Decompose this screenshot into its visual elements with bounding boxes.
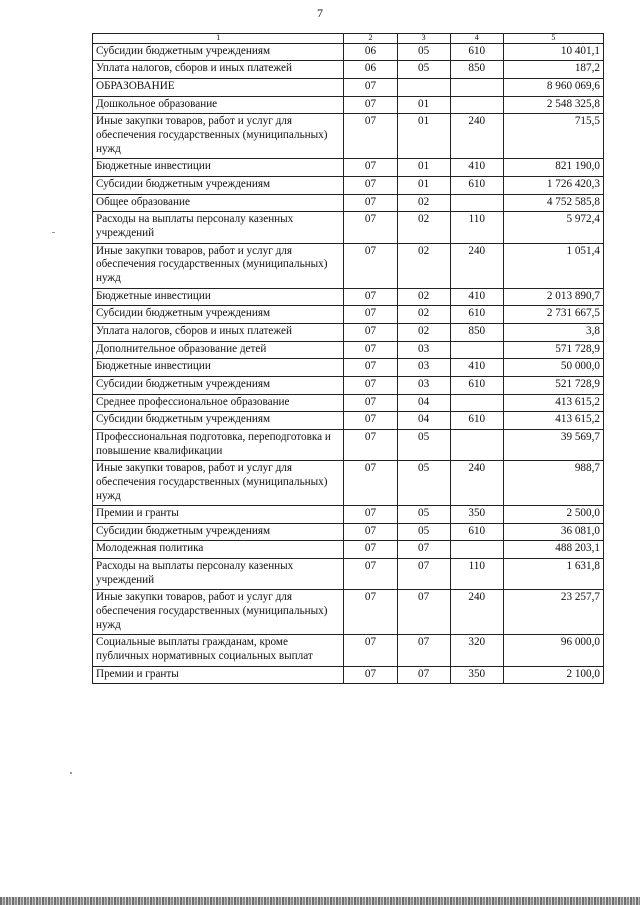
table-row xyxy=(93,541,604,559)
amount: 3,8 xyxy=(503,323,603,341)
expense-type-code: 350 xyxy=(450,666,503,684)
table-row xyxy=(93,590,604,635)
page-number: 7 xyxy=(317,6,323,20)
amount: 1 051,4 xyxy=(503,243,603,288)
section-code: 07 xyxy=(344,635,397,666)
expense-type-code: 240 xyxy=(450,590,503,635)
section-code: 07 xyxy=(344,429,397,460)
subsection-code xyxy=(397,79,450,97)
section-code: 07 xyxy=(344,359,397,377)
subsection-code: 07 xyxy=(397,590,450,635)
scan-artifact xyxy=(52,232,55,233)
subsection-code: 01 xyxy=(397,114,450,159)
expense-name: Бюджетные инвестиции xyxy=(93,359,344,377)
expense-name: Профессиональная подготовка, переподготовка и повышение квалификации xyxy=(93,429,344,460)
section-code: 07 xyxy=(344,506,397,524)
amount: 715,5 xyxy=(503,114,603,159)
expense-name: Общее образование xyxy=(93,194,344,212)
budget-table xyxy=(92,33,604,684)
expense-name: Премии и гранты xyxy=(93,506,344,524)
amount: 1 726 420,3 xyxy=(503,177,603,195)
table-row xyxy=(93,288,604,306)
amount: 413 615,2 xyxy=(503,412,603,430)
column-number-5: 5 xyxy=(503,34,603,44)
expense-type-code xyxy=(450,341,503,359)
expense-type-code xyxy=(450,429,503,460)
expense-name: Бюджетные инвестиции xyxy=(93,288,344,306)
section-code: 07 xyxy=(344,177,397,195)
expense-type-code: 610 xyxy=(450,523,503,541)
expense-type-code: 850 xyxy=(450,61,503,79)
expense-type-code xyxy=(450,194,503,212)
table-row xyxy=(93,159,604,177)
subsection-code: 02 xyxy=(397,243,450,288)
section-code: 07 xyxy=(344,461,397,506)
expense-type-code xyxy=(450,394,503,412)
table-row xyxy=(93,323,604,341)
expense-name: Молодежная политика xyxy=(93,541,344,559)
table-row xyxy=(93,177,604,195)
amount: 8 960 069,6 xyxy=(503,79,603,97)
budget-table-body xyxy=(93,34,604,684)
column-number-1: 1 xyxy=(93,34,344,44)
section-code: 07 xyxy=(344,96,397,114)
expense-name: Дополнительное образование детей xyxy=(93,341,344,359)
section-code: 07 xyxy=(344,243,397,288)
subsection-code: 05 xyxy=(397,461,450,506)
subsection-code: 01 xyxy=(397,159,450,177)
amount: 2 731 667,5 xyxy=(503,306,603,324)
table-row xyxy=(93,194,604,212)
subsection-code: 04 xyxy=(397,412,450,430)
section-code: 07 xyxy=(344,523,397,541)
amount: 187,2 xyxy=(503,61,603,79)
amount: 5 972,4 xyxy=(503,212,603,243)
subsection-code: 02 xyxy=(397,306,450,324)
subsection-code: 02 xyxy=(397,323,450,341)
expense-type-code: 110 xyxy=(450,212,503,243)
amount: 96 000,0 xyxy=(503,635,603,666)
column-number-4: 4 xyxy=(450,34,503,44)
amount: 1 631,8 xyxy=(503,559,603,590)
section-code: 07 xyxy=(344,412,397,430)
table-row xyxy=(93,394,604,412)
table-row xyxy=(93,114,604,159)
table-row xyxy=(93,429,604,460)
section-code: 07 xyxy=(344,79,397,97)
expense-type-code: 240 xyxy=(450,243,503,288)
expense-name: Иные закупки товаров, работ и услуг для обеспечения государственных (муниципальных) нужд xyxy=(93,590,344,635)
expense-type-code: 110 xyxy=(450,559,503,590)
subsection-code: 05 xyxy=(397,523,450,541)
section-code: 07 xyxy=(344,590,397,635)
column-number-2: 2 xyxy=(344,34,397,44)
section-code: 07 xyxy=(344,159,397,177)
subsection-code: 07 xyxy=(397,559,450,590)
amount: 2 013 890,7 xyxy=(503,288,603,306)
table-row xyxy=(93,43,604,61)
expense-name: Расходы на выплаты персоналу казенных учреждений xyxy=(93,212,344,243)
expense-type-code xyxy=(450,541,503,559)
column-number-header xyxy=(93,34,604,44)
amount: 521 728,9 xyxy=(503,376,603,394)
amount: 10 401,1 xyxy=(503,43,603,61)
amount: 988,7 xyxy=(503,461,603,506)
section-code: 07 xyxy=(344,541,397,559)
amount: 488 203,1 xyxy=(503,541,603,559)
subsection-code: 05 xyxy=(397,506,450,524)
expense-type-code: 240 xyxy=(450,461,503,506)
expense-name: Социальные выплаты гражданам, кроме публичных нормативных социальных выплат xyxy=(93,635,344,666)
expense-name: Субсидии бюджетным учреждениям xyxy=(93,43,344,61)
section-code: 06 xyxy=(344,43,397,61)
expense-type-code: 610 xyxy=(450,412,503,430)
expense-name: Субсидии бюджетным учреждениям xyxy=(93,177,344,195)
expense-type-code: 240 xyxy=(450,114,503,159)
expense-name: Субсидии бюджетным учреждениям xyxy=(93,306,344,324)
expense-name: Уплата налогов, сборов и иных платежей xyxy=(93,323,344,341)
section-code: 07 xyxy=(344,288,397,306)
table-row xyxy=(93,523,604,541)
expense-name: Субсидии бюджетным учреждениям xyxy=(93,412,344,430)
section-code: 07 xyxy=(344,559,397,590)
expense-name: Среднее профессиональное образование xyxy=(93,394,344,412)
scan-artifact xyxy=(70,772,72,774)
scan-edge xyxy=(0,897,640,905)
expense-name: Иные закупки товаров, работ и услуг для обеспечения государственных (муниципальных) нужд xyxy=(93,461,344,506)
subsection-code: 03 xyxy=(397,376,450,394)
expense-name: Иные закупки товаров, работ и услуг для обеспечения государственных (муниципальных) нужд xyxy=(93,243,344,288)
subsection-code: 05 xyxy=(397,61,450,79)
expense-name: Уплата налогов, сборов и иных платежей xyxy=(93,61,344,79)
subsection-code: 01 xyxy=(397,96,450,114)
subsection-code: 07 xyxy=(397,666,450,684)
table-row xyxy=(93,559,604,590)
expense-type-code xyxy=(450,79,503,97)
subsection-code: 05 xyxy=(397,429,450,460)
expense-name: Субсидии бюджетным учреждениям xyxy=(93,523,344,541)
amount: 2 500,0 xyxy=(503,506,603,524)
expense-name: Иные закупки товаров, работ и услуг для обеспечения государственных (муниципальных) нужд xyxy=(93,114,344,159)
expense-name: Субсидии бюджетным учреждениям xyxy=(93,376,344,394)
section-code: 07 xyxy=(344,212,397,243)
table-row xyxy=(93,96,604,114)
table-row xyxy=(93,376,604,394)
table-row xyxy=(93,61,604,79)
table-row xyxy=(93,243,604,288)
subsection-code: 04 xyxy=(397,394,450,412)
table-row xyxy=(93,412,604,430)
section-code: 07 xyxy=(344,306,397,324)
expense-type-code: 410 xyxy=(450,359,503,377)
subsection-code: 03 xyxy=(397,359,450,377)
table-row xyxy=(93,506,604,524)
table-row xyxy=(93,79,604,97)
expense-type-code: 410 xyxy=(450,159,503,177)
amount: 36 081,0 xyxy=(503,523,603,541)
expense-type-code: 610 xyxy=(450,306,503,324)
table-row xyxy=(93,341,604,359)
expense-type-code: 350 xyxy=(450,506,503,524)
expense-name: Расходы на выплаты персоналу казенных учреждений xyxy=(93,559,344,590)
expense-name: ОБРАЗОВАНИЕ xyxy=(93,79,344,97)
subsection-code: 01 xyxy=(397,177,450,195)
expense-type-code xyxy=(450,96,503,114)
expense-name: Премии и гранты xyxy=(93,666,344,684)
table-row xyxy=(93,461,604,506)
section-code: 07 xyxy=(344,666,397,684)
amount: 821 190,0 xyxy=(503,159,603,177)
subsection-code: 07 xyxy=(397,541,450,559)
expense-type-code: 410 xyxy=(450,288,503,306)
amount: 413 615,2 xyxy=(503,394,603,412)
expense-type-code: 610 xyxy=(450,43,503,61)
subsection-code: 02 xyxy=(397,194,450,212)
section-code: 07 xyxy=(344,341,397,359)
subsection-code: 03 xyxy=(397,341,450,359)
section-code: 07 xyxy=(344,376,397,394)
subsection-code: 05 xyxy=(397,43,450,61)
section-code: 07 xyxy=(344,323,397,341)
amount: 2 548 325,8 xyxy=(503,96,603,114)
table-row xyxy=(93,306,604,324)
expense-type-code: 610 xyxy=(450,177,503,195)
table-row xyxy=(93,359,604,377)
amount: 50 000,0 xyxy=(503,359,603,377)
section-code: 07 xyxy=(344,194,397,212)
section-code: 07 xyxy=(344,394,397,412)
expense-type-code: 850 xyxy=(450,323,503,341)
section-code: 07 xyxy=(344,114,397,159)
amount: 571 728,9 xyxy=(503,341,603,359)
table-row xyxy=(93,635,604,666)
table-row xyxy=(93,212,604,243)
amount: 39 569,7 xyxy=(503,429,603,460)
amount: 23 257,7 xyxy=(503,590,603,635)
expense-type-code: 610 xyxy=(450,376,503,394)
column-number-3: 3 xyxy=(397,34,450,44)
expense-name: Дошкольное образование xyxy=(93,96,344,114)
section-code: 06 xyxy=(344,61,397,79)
expense-type-code: 320 xyxy=(450,635,503,666)
subsection-code: 02 xyxy=(397,212,450,243)
subsection-code: 07 xyxy=(397,635,450,666)
table-row xyxy=(93,666,604,684)
amount: 2 100,0 xyxy=(503,666,603,684)
amount: 4 752 585,8 xyxy=(503,194,603,212)
subsection-code: 02 xyxy=(397,288,450,306)
expense-name: Бюджетные инвестиции xyxy=(93,159,344,177)
